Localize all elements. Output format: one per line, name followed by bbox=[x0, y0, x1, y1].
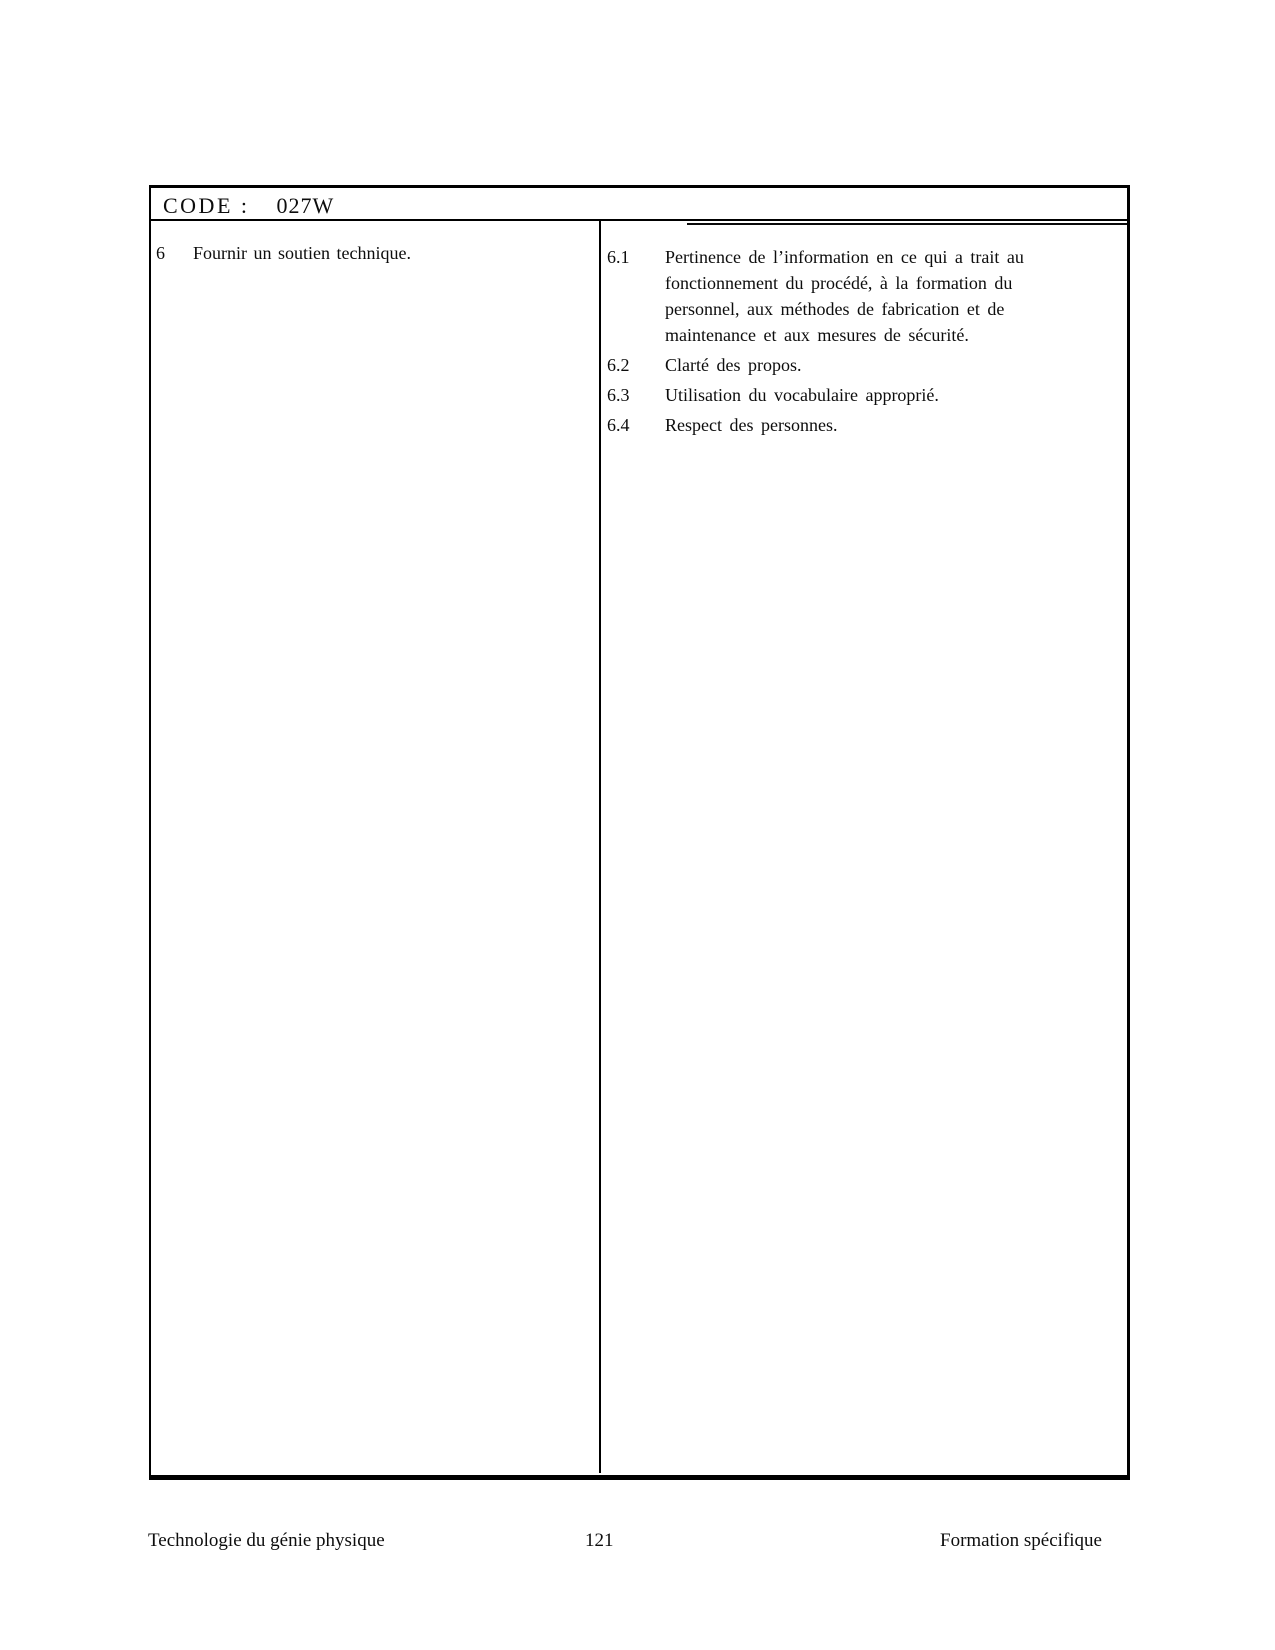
criterion-number: 6.3 bbox=[607, 385, 630, 405]
criterion-text-line: Pertinence de l’information en ce qui a trait au bbox=[665, 247, 1024, 267]
criterion-text-line: maintenance et aux mesures de sécurité. bbox=[665, 325, 969, 345]
objective-text: Fournir un soutien technique. bbox=[193, 243, 411, 263]
criterion-number: 6.2 bbox=[607, 355, 630, 375]
code-header-row bbox=[151, 188, 1127, 221]
criterion-number: 6.1 bbox=[607, 247, 630, 267]
footer-program-title: Technologie du génie physique bbox=[148, 1530, 385, 1551]
footer-page-number: 121 bbox=[585, 1530, 614, 1551]
footer-section-title: Formation spécifique bbox=[940, 1530, 1102, 1551]
objective-number: 6 bbox=[156, 243, 165, 263]
criterion-item bbox=[607, 412, 1079, 438]
criterion-text bbox=[665, 244, 1079, 348]
criterion-item bbox=[607, 382, 1079, 408]
program-sheet-frame bbox=[149, 185, 1130, 1480]
criteria-column bbox=[601, 221, 1127, 1473]
criterion-text: Respect des personnes. bbox=[665, 415, 838, 435]
objective-row bbox=[156, 240, 591, 266]
criterion-text-line: personnel, aux méthodes de fabrication et de bbox=[665, 299, 1005, 319]
criteria-table bbox=[151, 221, 1127, 1473]
objective-column bbox=[151, 221, 601, 1473]
code-value: 027W bbox=[276, 193, 335, 218]
code-label: CODE : bbox=[163, 193, 250, 218]
table-top-rule-artifact bbox=[687, 223, 1127, 225]
criterion-number: 6.4 bbox=[607, 415, 630, 435]
page-footer bbox=[148, 1529, 1130, 1555]
criterion-item bbox=[607, 352, 1079, 378]
criterion-text-line: fonctionnement du procédé, à la formation du bbox=[665, 273, 1013, 293]
criterion-text: Utilisation du vocabulaire approprié. bbox=[665, 385, 939, 405]
criterion-item bbox=[607, 244, 1079, 348]
criterion-text: Clarté des propos. bbox=[665, 355, 802, 375]
